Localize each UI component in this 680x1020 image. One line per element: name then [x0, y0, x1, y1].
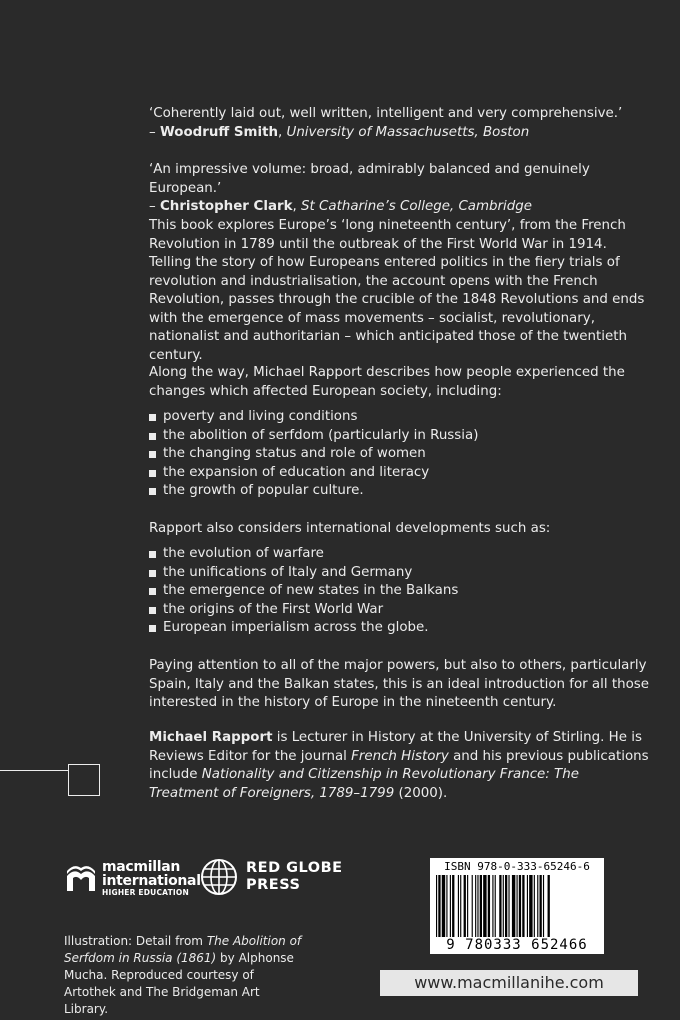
macmillan-logo	[66, 860, 201, 898]
barcode-bar	[452, 875, 454, 937]
barcode-bar	[527, 875, 528, 937]
barcode-bar	[442, 875, 445, 937]
barcode-bar	[508, 875, 509, 937]
author-name: Michael Rapport	[149, 730, 273, 745]
barcode-bar	[446, 875, 447, 937]
list-item: the abolition of serfdom (particularly in Russia)	[149, 427, 649, 446]
imprint-line-2: PRESS	[246, 877, 301, 893]
website-url[interactable]: www.macmillanihe.com	[380, 970, 638, 996]
society-intro: Along the way, Michael Rapport describes how people experienced the changes which affected European society, including:	[149, 365, 625, 399]
barcode-bar	[517, 875, 518, 937]
intl-list	[149, 545, 649, 638]
closing-paragraph: Paying attention to all of the major powers, but also to others, particularly Spain, Italy and the Balkan states, this is an ideal introduction for all those interested in the history of Europe in the nineteenth century.	[149, 658, 649, 710]
decorative-square	[68, 764, 100, 796]
barcode-bar	[483, 875, 486, 937]
barcode-bar	[438, 875, 440, 937]
list-item: the changing status and role of women	[149, 445, 649, 464]
barcode-bar	[488, 875, 490, 937]
red-globe-press-logo	[200, 858, 343, 896]
barcode-bar	[480, 875, 482, 937]
decorative-line	[0, 770, 68, 771]
journal-title: French History	[351, 748, 449, 764]
list-item: the growth of popular culture.	[149, 482, 649, 501]
quote-affiliation: St Catharine’s College, Cambridge	[301, 199, 533, 214]
barcode-bar	[436, 875, 437, 937]
barcode-bar	[464, 875, 466, 937]
barcode-bar	[460, 875, 461, 937]
quote-text: ‘An impressive volume: broad, admirably balanced and genuinely European.’	[149, 162, 590, 196]
barcode-bars	[436, 875, 598, 937]
imprint-line-1: RED GLOBE	[246, 860, 343, 876]
globe-icon	[200, 858, 238, 896]
list-item: the unifications of Italy and Germany	[149, 564, 649, 583]
barcode-bar	[512, 875, 515, 937]
barcode-bar	[467, 875, 468, 937]
barcode-bar	[522, 875, 524, 937]
intl-intro: Rapport also considers international developments such as:	[149, 521, 551, 536]
barcode-bar	[505, 875, 507, 937]
barcode-bar	[450, 875, 451, 937]
barcode-bar	[548, 875, 550, 937]
barcode-bar	[477, 875, 478, 937]
barcode-bar	[540, 875, 542, 937]
quote-author: Christopher Clark	[159, 199, 293, 214]
barcode-bar	[475, 875, 476, 937]
isbn-label: ISBN 978-0-333-65246-6	[444, 860, 590, 873]
barcode-bar	[519, 875, 521, 937]
quote-text: ‘Coherently laid out, well written, intelligent and very comprehensive.’	[149, 106, 623, 121]
barcode-bar	[492, 875, 493, 937]
artwork-title: The Abolition of Serfdom in Russia (1861)	[64, 934, 302, 965]
barcode-number: 9 780333 652466	[446, 937, 588, 953]
author-bio: Michael Rapport is Lecturer in History at the University of Stirling. He is Reviews Editor for the journal French History and his previous publications include Nationality and Citizenship in Revolutionary France: The Treatment of Foreigners, 1789–1799 (2000).	[149, 730, 649, 801]
quote-2: ‘An impressive volume: broad, admirably balanced and genuinely European.’ – Christopher Clark, St Catharine’s College, Cambridge	[149, 162, 590, 214]
society-list	[149, 408, 649, 501]
barcode-bar	[499, 875, 501, 937]
list-item: poverty and living conditions	[149, 408, 649, 427]
barcode-bar	[543, 875, 544, 937]
barcode-bar	[529, 875, 532, 937]
barcode-bar	[495, 875, 496, 937]
barcode-bar	[472, 875, 473, 937]
barcode-bar	[503, 875, 504, 937]
barcode-bar	[537, 875, 538, 937]
list-item: the expansion of education and literacy	[149, 464, 649, 483]
barcode	[430, 858, 604, 954]
publisher-line-2: international	[102, 873, 201, 889]
list-item: the evolution of warfare	[149, 545, 649, 564]
publisher-line-1: macmillan	[102, 859, 181, 875]
barcode-bar	[458, 875, 459, 937]
quote-author: Woodruff Smith	[159, 124, 278, 140]
book-title: Nationality and Citizenship in Revolutionary France: The Treatment of Foreigners, 1789–1799	[149, 767, 579, 801]
quote-1: ‘Coherently laid out, well written, intelligent and very comprehensive.’ – Woodruff Smith, University of Massachusetts, Boston	[149, 106, 623, 140]
quote-affiliation: University of Massachusetts, Boston	[286, 124, 530, 140]
barcode-bar	[534, 875, 535, 937]
illustration-credit: Illustration: Detail from The Abolition of Serfdom in Russia (1861) by Alphonse Mucha. Reproduced courtesy of Artothek and The Bridgeman Art Library.	[64, 934, 302, 1016]
list-item: European imperialism across the globe.	[149, 619, 649, 638]
list-item: the origins of the First World War	[149, 601, 649, 620]
list-item: the emergence of new states in the Balkans	[149, 582, 649, 601]
description: This book explores Europe’s ‘long nineteenth century’, from the French Revolution in 1789 until the outbreak of the First World War in 1914. Telling the story of how Europeans entered politics in the fiery trials of revolution and industrialisation, the account opens with the French Revolution, passes through the crucible of the 1848 Revolutions and ends with the emergence of mass movements – socialist, revolutionary, nationalist and authoritarian – which anticipated those of the twentieth century.	[149, 218, 645, 363]
macmillan-mark-icon	[66, 864, 96, 894]
publisher-line-3: HIGHER EDUCATION	[102, 888, 189, 897]
